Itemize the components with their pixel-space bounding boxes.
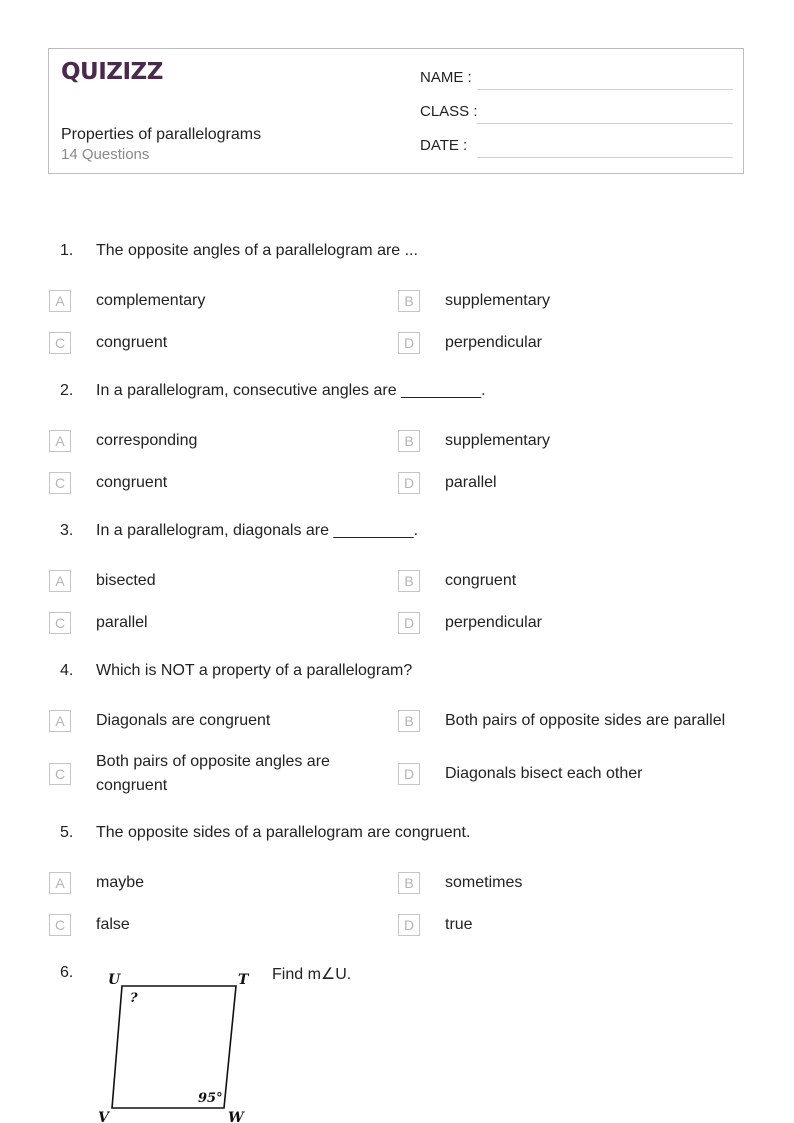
q5-option-b-text: sometimes [445, 874, 523, 891]
question-3-text: In a parallelogram, diagonals are _________. [96, 522, 419, 539]
angle-w-label: 95° [198, 1091, 223, 1106]
q2-option-b-text: supplementary [445, 432, 550, 449]
q5-option-d-box[interactable]: D [398, 914, 420, 936]
q1-option-a-text: complementary [96, 292, 206, 309]
name-label: NAME : [420, 69, 472, 86]
q2-option-c-text: congruent [96, 474, 168, 491]
q3-option-b-box[interactable]: B [398, 570, 420, 592]
question-4-text: Which is NOT a property of a parallelogram? [96, 662, 413, 679]
q1-option-c-text: congruent [96, 334, 168, 351]
q4-option-a-text: Diagonals are congruent [96, 712, 271, 729]
q4-option-d-box[interactable]: D [398, 763, 420, 785]
q4-option-b-box[interactable]: B [398, 710, 420, 732]
quizizz-logo: QUIZIZZ [61, 59, 163, 85]
q1-option-b-text: supplementary [445, 292, 550, 309]
q1-option-b-box[interactable]: B [398, 290, 420, 312]
question-2-text: In a parallelogram, consecutive angles are _________. [96, 382, 486, 399]
q2-option-c-box[interactable]: C [49, 472, 71, 494]
q5-option-a-text: maybe [96, 874, 145, 891]
q3-option-a-text: bisected [96, 572, 156, 589]
q2-option-a-text: corresponding [96, 432, 198, 449]
question-2-number: 2. [60, 382, 74, 399]
q3-option-c-text: parallel [96, 614, 148, 631]
q2-option-a-box[interactable]: A [49, 430, 71, 452]
vertex-t-label: T [238, 972, 249, 988]
worksheet-title: Properties of parallelograms [61, 126, 262, 143]
vertex-v-label: V [98, 1110, 109, 1123]
q1-option-a-box[interactable]: A [49, 290, 71, 312]
question-5-number: 5. [60, 824, 74, 841]
date-label: DATE : [420, 137, 468, 154]
unknown-angle-label: ? [130, 991, 138, 1006]
name-line[interactable] [477, 89, 733, 90]
question-6-text: Find m∠U. [272, 966, 352, 983]
worksheet-header [48, 48, 744, 174]
q4-option-c-text: Both pairs of opposite angles are congruent [96, 753, 330, 794]
q3-option-d-text: perpendicular [445, 614, 542, 631]
parallelogram-figure [90, 962, 260, 1123]
question-4-number: 4. [60, 662, 74, 679]
q5-option-c-text: false [96, 916, 130, 933]
question-5-text: The opposite sides of a parallelogram are congruent. [96, 824, 471, 841]
q5-option-c-box[interactable]: C [49, 914, 71, 936]
question-1-number: 1. [60, 242, 74, 259]
q4-option-d-text: Diagonals bisect each other [445, 765, 643, 782]
question-3-number: 3. [60, 522, 74, 539]
q1-option-c-box[interactable]: C [49, 332, 71, 354]
vertex-w-label: W [228, 1110, 244, 1123]
question-1-text: The opposite angles of a parallelogram are ... [96, 242, 418, 259]
vertex-u-label: U [108, 972, 121, 988]
q5-option-d-text: true [445, 916, 473, 933]
q4-option-c-box[interactable]: C [49, 763, 71, 785]
q2-option-d-box[interactable]: D [398, 472, 420, 494]
q3-option-b-text: congruent [445, 572, 517, 589]
question-6-number: 6. [60, 964, 74, 981]
q4-option-b-text: Both pairs of opposite sides are parallel [445, 712, 726, 729]
question-count: 14 Questions [61, 146, 150, 163]
q2-option-d-text: parallel [445, 474, 497, 491]
q3-option-d-box[interactable]: D [398, 612, 420, 634]
class-label: CLASS : [420, 103, 478, 120]
q3-option-c-box[interactable]: C [49, 612, 71, 634]
q5-option-b-box[interactable]: B [398, 872, 420, 894]
q5-option-a-box[interactable]: A [49, 872, 71, 894]
q2-option-b-box[interactable]: B [398, 430, 420, 452]
q1-option-d-box[interactable]: D [398, 332, 420, 354]
q4-option-a-box[interactable]: A [49, 710, 71, 732]
class-line[interactable] [477, 123, 733, 124]
q3-option-a-box[interactable]: A [49, 570, 71, 592]
q1-option-d-text: perpendicular [445, 334, 542, 351]
date-line[interactable] [477, 157, 733, 158]
